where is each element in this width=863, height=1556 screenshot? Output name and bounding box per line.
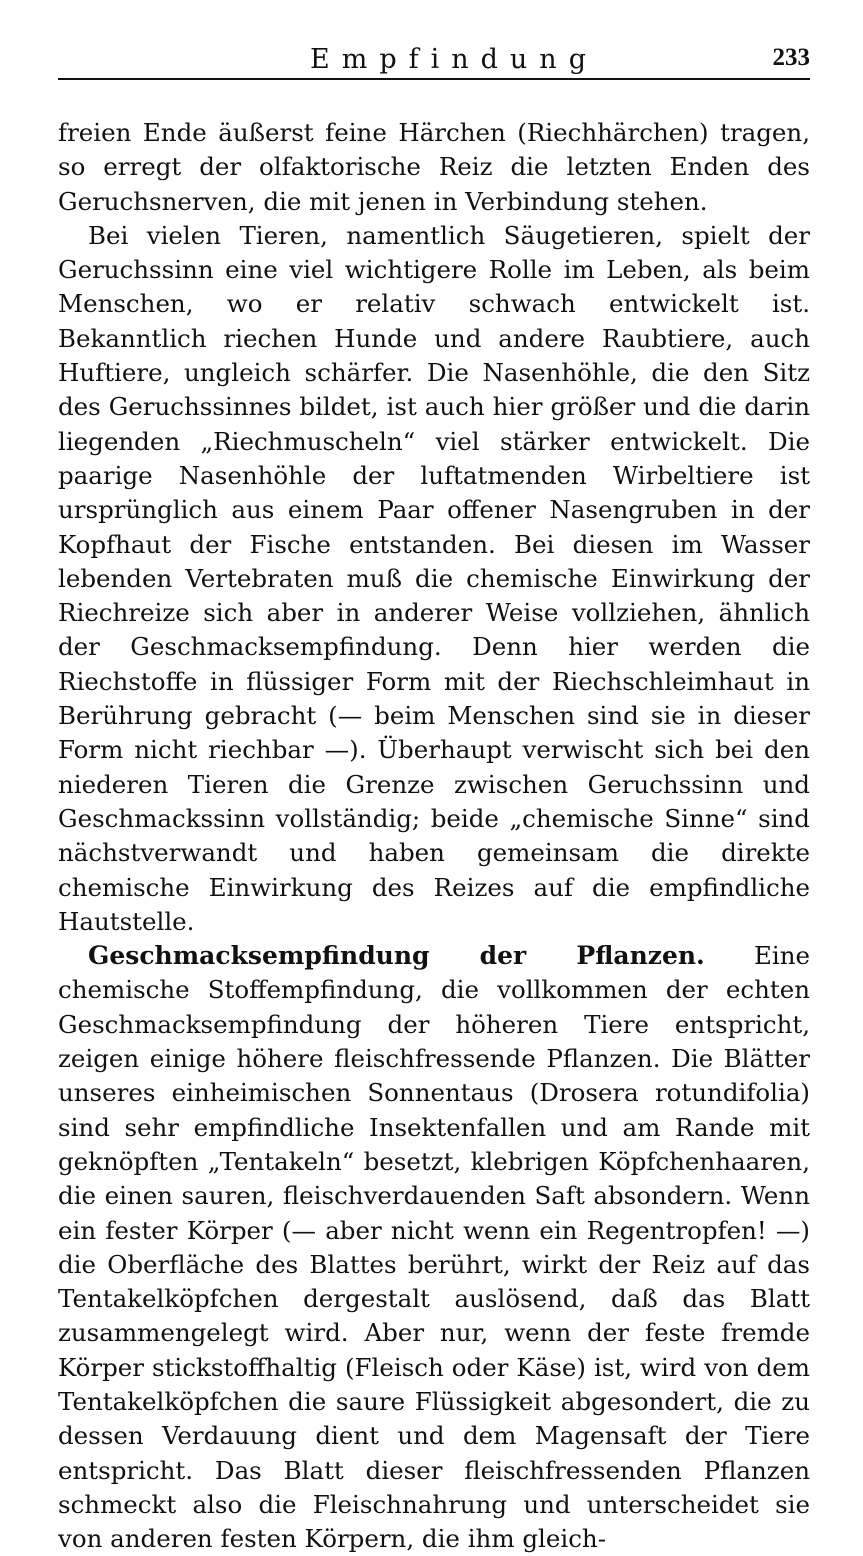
book-page (58, 38, 810, 1556)
paragraph-geruchssinn: Bei vielen Tieren, namentlich Säugetieren, spielt der Geruchssinn eine viel wichtigere Rolle im Leben, als beim Menschen, wo er relativ schwach entwickelt ist. Bekanntlich riechen Hunde und andere Raubtiere, auch Huftiere, ungleich schärfer. Die Nasenhöhle, die den Sitz des Geruchssinnes bildet, ist auch hier größer und die darin liegenden „Riechmuscheln“ viel stärker entwickelt. Die paarige Nasenhöhle der luftatmenden Wirbeltiere ist ursprünglich aus einem Paar offener Nasengruben in der Kopfhaut der Fische entstanden. Bei diesen im Wasser lebenden Vertebraten muß die chemische Einwirkung der Riechreize sich aber in anderer Weise vollziehen, ähnlich der Geschmacksempfindung. Denn hier werden die Riechstoffe in flüssiger Form mit der Riechschleimhaut in Berührung gebracht (— beim Menschen sind sie in dieser Form nicht riechbar —). Überhaupt verwischt sich bei den niederen Tieren die Grenze zwischen Geruchssinn und Geschmackssinn vollständig; beide „chemische Sinne“ sind nächstverwandt und haben gemeinsam die direkte chemische Einwirkung des Reizes auf die empfindliche Hautstelle. (58, 220, 810, 936)
running-title: Empfindung (310, 44, 598, 75)
paragraph-pflanzen (58, 939, 810, 1556)
body-text (58, 116, 810, 1556)
section-heading: Geschmacksempfindung der Pflanzen. (88, 941, 705, 971)
paragraph-continuation: freien Ende äußerst feine Härchen (Riechhärchen) tragen, so erregt der olfaktorische Reiz die letzten Enden des Geruchsnerven, die mit jenen in Verbindung stehen. (58, 118, 810, 216)
page-number: 233 (772, 44, 810, 71)
running-header (58, 38, 810, 80)
paragraph-pflanzen-text: Eine chemische Stoffempfindung, die vollkommen der echten Geschmacksempfindung der höheren Tiere entspricht, zeigen einige höhere fleischfressende Pflanzen. Die Blätter unseres einheimischen Sonnentaus (Drosera rotundifolia) sind sehr empfindliche Insektenfallen und am Rande mit geknöpften „Tentakeln“ besetzt, klebrigen Köpfchenhaaren, die einen sauren, fleischverdauenden Saft absondern. Wenn ein fester Körper (— aber nicht wenn ein Regentropfen! —) die Oberfläche des Blattes berührt, wirkt der Reiz auf das Tentakelköpfchen dergestalt auslösend, daß das Blatt zusammengelegt wird. Aber nur, wenn der feste fremde Körper stickstoffhaltig (Fleisch oder Käse) ist, wird von dem Tentakelköpfchen die saure Flüssigkeit abgesondert, die zu dessen Verdauung dient und dem Magensaft der Tiere entspricht. Das Blatt dieser fleischfressenden Pflanzen schmeckt also die Fleischnahrung und unterscheidet sie von anderen festen Körpern, die ihm gleich- (58, 941, 810, 1554)
